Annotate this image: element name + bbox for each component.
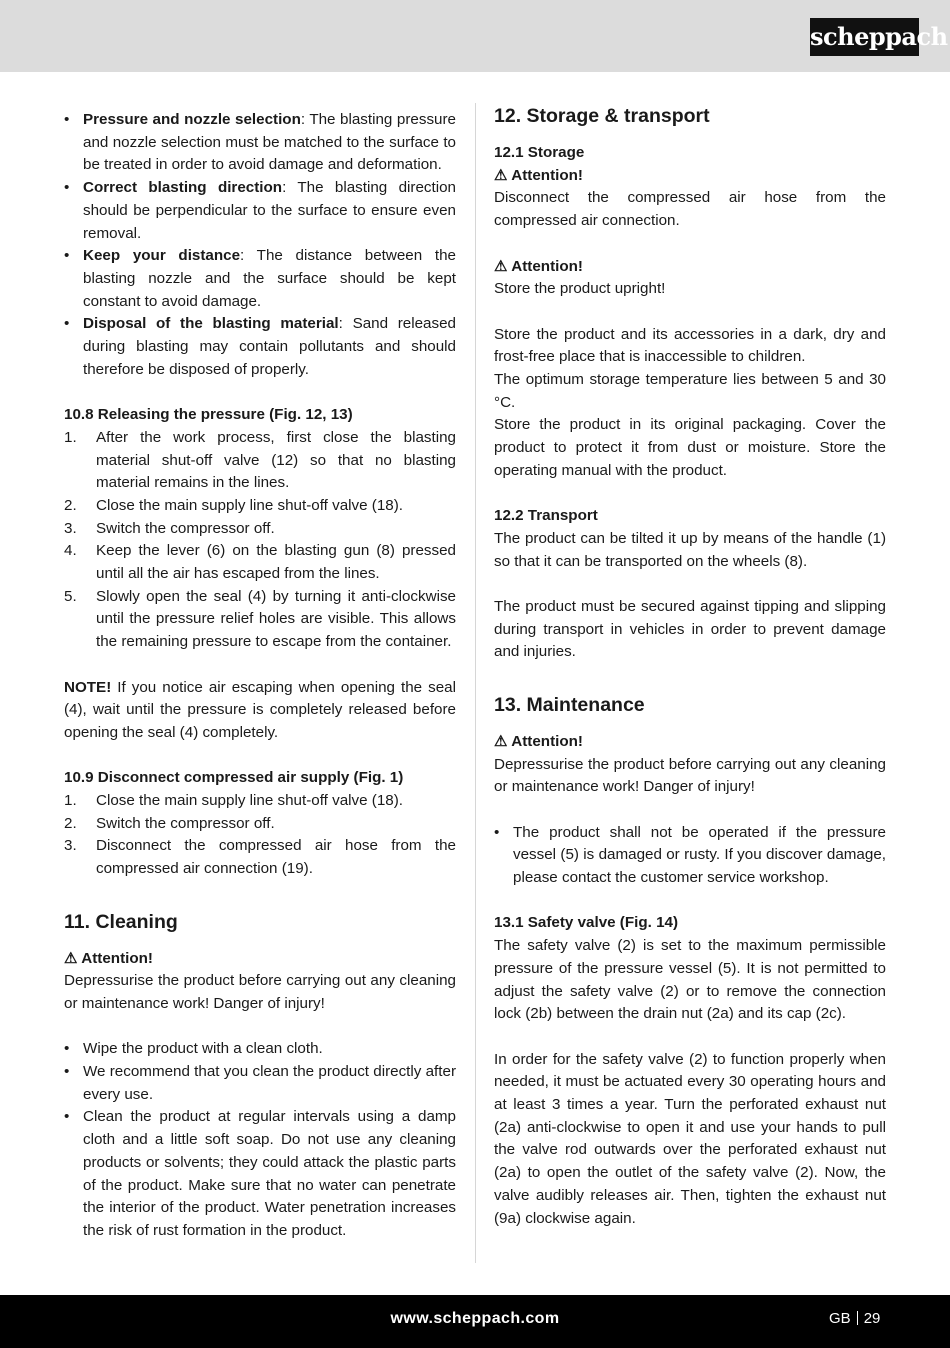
attention-label: ⚠ Attention! [64,949,153,967]
header-bar [0,0,950,72]
list-item: • Clean the product at regular intervals using a damp cloth and a little soft soap. Do not use any cleaning products or solvents; they could attack the plastic parts of the product. Make sure that no water can penetrate the interior of the product. Water penetration increases the risk of rust formation in the product. [64,1108,456,1239]
website-link[interactable]: www.scheppach.com [390,1310,560,1327]
safety-valve-paragraph: The safety valve (2) is set to the maximum permissible pressure of the pressure vessel (5). It is not permitted to adjust the safety valve (2) or to remove the connection lock (2b) between the drain nut (2a) and its cap (2c). [494,937,886,1023]
section-13-heading: 13. Maintenance [494,693,645,716]
list-item: 1. After the work process, first close the blasting material shut-off valve (12) so that no blasting material remains in the lines. [64,428,456,492]
release-pressure-steps [64,427,456,654]
right-column [494,105,886,1230]
attention-label: ⚠ Attention! [494,732,583,750]
section-13-1-heading: 13.1 Safety valve (Fig. 14) [494,914,679,932]
storage-paragraph: Store the product and its accessories in a dark, dry and frost-free place that is inaccessible to children. [494,325,886,366]
transport-paragraph: The product must be secured against tipping and slipping during transport in vehicles in order to prevent damage and injuries. [494,598,886,661]
list-item: 2. Switch the compressor off. [64,814,275,832]
list-item: • Disposal of the blasting material: Sand released during blasting may contain pollutants and should therefore be disposed of properly. [64,315,456,378]
storage-paragraph: The optimum storage temperature lies between 5 and 30 °C. [494,371,886,411]
storage-paragraph: Store the product in its original packaging. Cover the product to protect it from dust or moisture. Store the operating manual with the product. [494,416,886,479]
list-item: • We recommend that you clean the product directly after every use. [64,1063,456,1103]
page-number [829,1295,880,1343]
list-item: 5. Slowly open the seal (4) by turning it anti-clockwise until the pressure relief holes are visible. This allows the remaining pressure to escape from the container. [64,587,456,651]
section-10-8-heading: 10.8 Releasing the pressure (Fig. 12, 13) [64,406,353,424]
list-item: • The product shall not be operated if the pressure vessel (5) is damaged or rusty. If you discover damage, please contact the customer service workshop. [494,823,886,886]
list-item: • Correct blasting direction: The blasting direction should be perpendicular to the surface to ensure even removal. [64,179,456,242]
list-item: • Wipe the product with a clean cloth. [64,1040,323,1058]
maintenance-warning: Depressurise the product before carrying out any cleaning or maintenance work! Danger of injury! [494,755,886,796]
cleaning-list [64,1038,456,1242]
section-12-2-heading: 12.2 Transport [494,507,598,525]
attention-label: ⚠ Attention! [494,166,583,184]
attention-label: ⚠ Attention! [494,257,583,275]
list-item: • Keep your distance: The distance between the blasting nozzle and the surface should be kept constant to avoid damage. [64,247,456,310]
separator [857,1311,858,1325]
section-12-1-heading: 12.1 Storage [494,144,585,161]
page-num: 29 [863,1310,881,1327]
section-12-heading: 12. Storage & transport [494,105,710,127]
list-item: 3. Disconnect the compressed air hose from the compressed air connection (19). [64,837,456,878]
list-item: 1. Close the main supply line shut-off valve (18). [64,792,403,810]
safety-valve-paragraph: In order for the safety valve (2) to function properly when needed, it must be actuated every 30 operating hours and at least 3 times a year. Turn the perforated exhaust nut (2a) anti-clockwise to open it and use your hands to pull the valve rod outwards over the perforated exhaust nut (2a) to open the outlet of the safety valve (2). Now, the valve audibly releases air. Then, tighten the exhaust nut (9a) clockwise again. [494,1050,886,1227]
list-item: 4. Keep the lever (6) on the blasting gun (8) pressed until all the air has escaped from the lines. [64,542,456,583]
section-10-9-heading: 10.9 Disconnect compressed air supply (Fig. 1) [64,769,404,787]
blasting-tips-list [64,109,456,381]
brand-logo: scheppach [810,18,919,56]
list-item: 2. Close the main supply line shut-off valve (18). [64,496,403,514]
transport-paragraph: The product can be tilted it up by means of the handle (1) so that it can be transported on the wheels (8). [494,529,886,570]
storage-paragraph: Disconnect the compressed air hose from the compressed air connection. [494,189,886,230]
note-paragraph: NOTE! If you notice air escaping when opening the seal (4), wait until the pressure is completely released before opening the seal (4) completely. [64,678,456,741]
footer-bar [0,1295,950,1348]
column-divider [475,103,476,1263]
left-column [64,109,456,1243]
disconnect-air-steps [64,790,456,881]
section-11-heading: 11. Cleaning [64,910,178,933]
cleaning-warning: Depressurise the product before carrying out any cleaning or maintenance work! Danger of injury! [64,972,456,1012]
list-item: 3. Switch the compressor off. [64,519,275,537]
language-code: GB [829,1310,851,1327]
maintenance-list [494,822,886,890]
list-item: • Pressure and nozzle selection: The blasting pressure and nozzle selection must be matched to the surface to be treated in order to avoid damage and deformation. [64,111,456,174]
storage-paragraph: Store the product upright! [494,280,666,298]
